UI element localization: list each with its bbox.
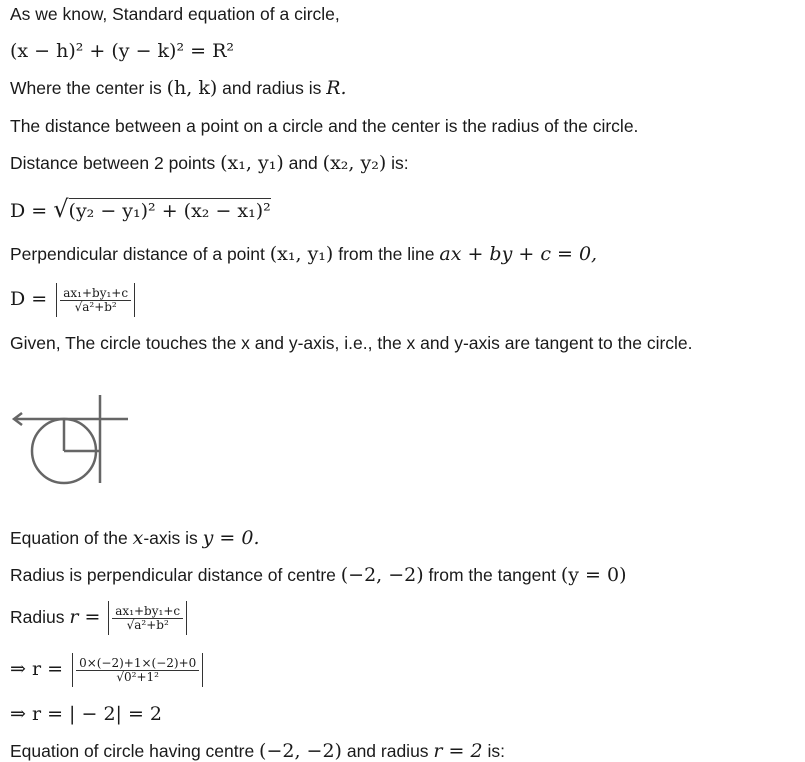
abs-bar	[56, 283, 57, 317]
math-r: r =	[69, 606, 101, 628]
math-r2: r = 2	[433, 740, 483, 762]
math-radicand: (y₂ − y₁)² + (x₂ − x₁)²	[68, 200, 271, 222]
abs-bar	[202, 653, 203, 687]
text: is:	[482, 741, 505, 761]
text: is:	[386, 153, 409, 173]
math-x: x	[132, 527, 144, 549]
sqrt-icon: √	[53, 195, 69, 223]
text: Where the center is	[10, 78, 167, 98]
text: Equation of the	[10, 528, 133, 548]
text: and	[283, 153, 323, 173]
fraction-numerator: 0×(−2)+1×(−2)+0	[76, 657, 199, 671]
math-implies-r: ⇒ r =	[10, 658, 64, 680]
text: and radius is	[217, 78, 327, 98]
center-radius-line	[10, 77, 347, 99]
math-point2: (x₂, y₂)	[322, 152, 387, 174]
fraction	[60, 287, 131, 314]
text: Equation of circle having centre	[10, 741, 260, 761]
radius-perp-line	[10, 564, 627, 586]
radius-formula	[10, 600, 190, 635]
text: -axis is	[143, 528, 203, 548]
intro-line: As we know, Standard equation of a circle,	[10, 4, 340, 24]
fraction	[112, 605, 183, 632]
fraction-denominator: √0²+1²	[116, 669, 159, 684]
text: Radius is perpendicular distance of centre	[10, 565, 341, 585]
math-point: (x₁, y₁)	[269, 243, 334, 265]
abs-bar	[72, 653, 73, 687]
fraction-denominator: √a²+b²	[74, 299, 117, 314]
fraction	[76, 657, 199, 684]
tangent-circle-diagram	[10, 393, 130, 488]
math-hk: (h, k)	[166, 77, 218, 99]
given-line: Given, The circle touches the x and y-axis, i.e., the x and y-axis are tangent to the circle.	[10, 333, 693, 353]
text: Distance between 2 points	[10, 153, 221, 173]
fraction-numerator: ax₁+by₁+c	[112, 605, 183, 619]
perp-distance-formula	[10, 282, 138, 317]
text: from the tangent	[423, 565, 561, 585]
math-D: D =	[10, 200, 54, 222]
x-axis-equation-line	[10, 527, 260, 549]
math-centre: (−2, −2)	[259, 740, 342, 762]
abs-bar	[108, 601, 109, 635]
text: and radius	[341, 741, 434, 761]
two-points-line	[10, 152, 409, 174]
fraction-denominator: √a²+b²	[126, 617, 169, 632]
math-centre: (−2, −2)	[340, 564, 424, 586]
distance-radius-line: The distance between a point on a circle and the center is the radius of the circle.	[10, 116, 639, 136]
abs-bar	[134, 283, 135, 317]
math-tangent: (y = 0)	[560, 564, 627, 586]
distance-formula	[10, 195, 271, 223]
math-point1: (x₁, y₁)	[220, 152, 284, 174]
text: Radius	[10, 607, 70, 627]
math-line-eq: ax + by + c = 0,	[439, 243, 598, 265]
fraction-numerator: ax₁+by₁+c	[60, 287, 131, 301]
perpendicular-line	[10, 243, 597, 265]
math-R: R.	[326, 77, 347, 99]
text: from the line	[333, 244, 440, 264]
circle-equation: (x − h)² + (y − k)² = R²	[10, 40, 235, 62]
diagram-svg	[10, 393, 130, 488]
text: Perpendicular distance of a point	[10, 244, 270, 264]
abs-bar	[186, 601, 187, 635]
radius-result: ⇒ r = | − 2| = 2	[10, 703, 163, 725]
final-equation-line	[10, 740, 505, 762]
radius-substitution	[10, 652, 206, 687]
math-y0: y = 0.	[202, 527, 260, 549]
math-D: D =	[10, 288, 48, 310]
